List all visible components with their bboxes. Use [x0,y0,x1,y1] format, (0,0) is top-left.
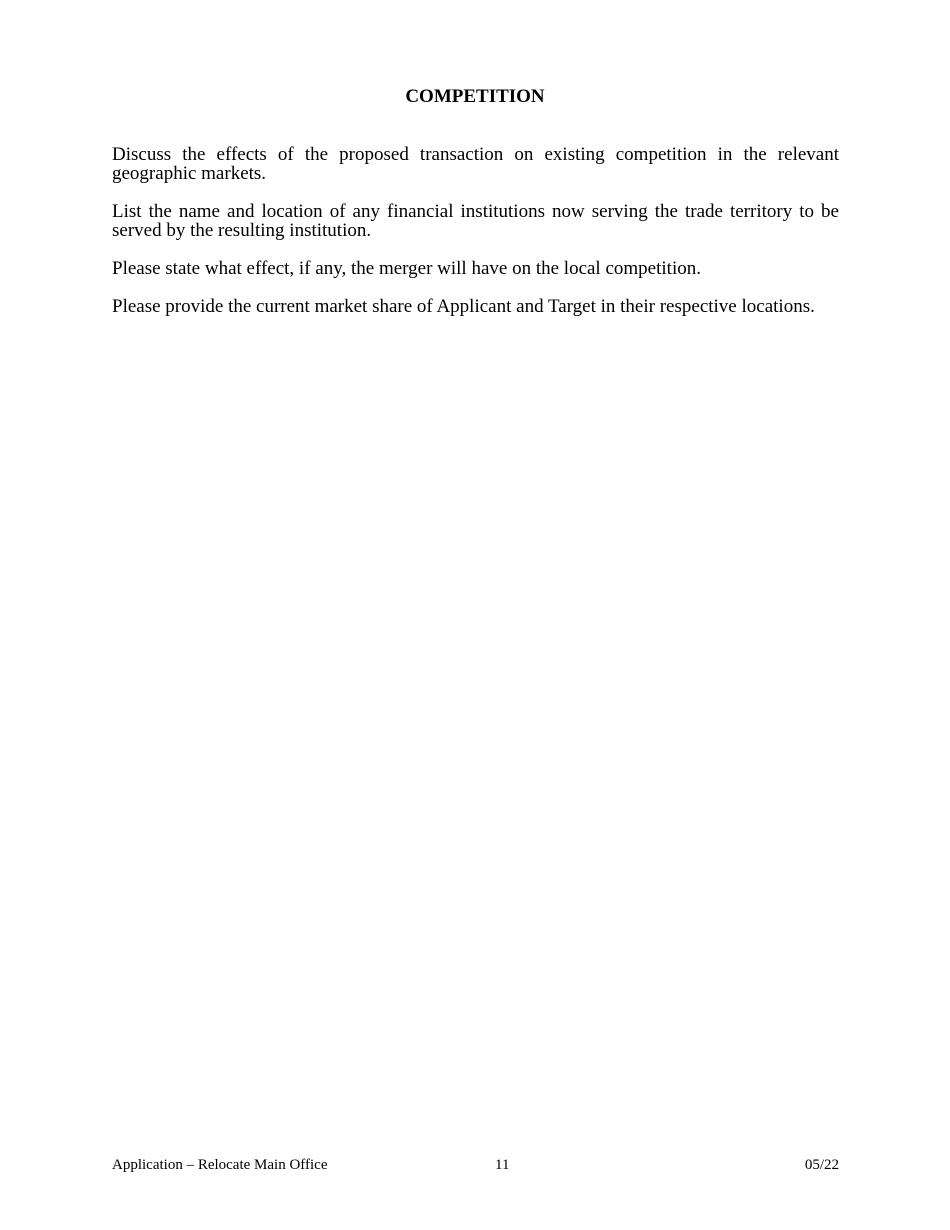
paragraph-competition-effects: Discuss the effects of the proposed transaction on existing competition in the relevant geographic markets. [112,144,839,184]
page-title: COMPETITION [405,86,545,107]
document-body [112,145,839,335]
paragraph-market-share: Please provide the current market share of Applicant and Target in their respective locations. [112,296,815,317]
footer-revision-date: 05/22 [804,1157,839,1173]
footer-page-number: 11 [495,1157,510,1173]
page-footer [112,1156,839,1174]
footer-document-name: Application – Relocate Main Office [112,1157,328,1173]
paragraph-financial-institutions: List the name and location of any financial institutions now serving the trade territory to be served by the resulting institution. [112,201,839,241]
paragraph-merger-effect: Please state what effect, if any, the merger will have on the local competition. [112,258,701,279]
